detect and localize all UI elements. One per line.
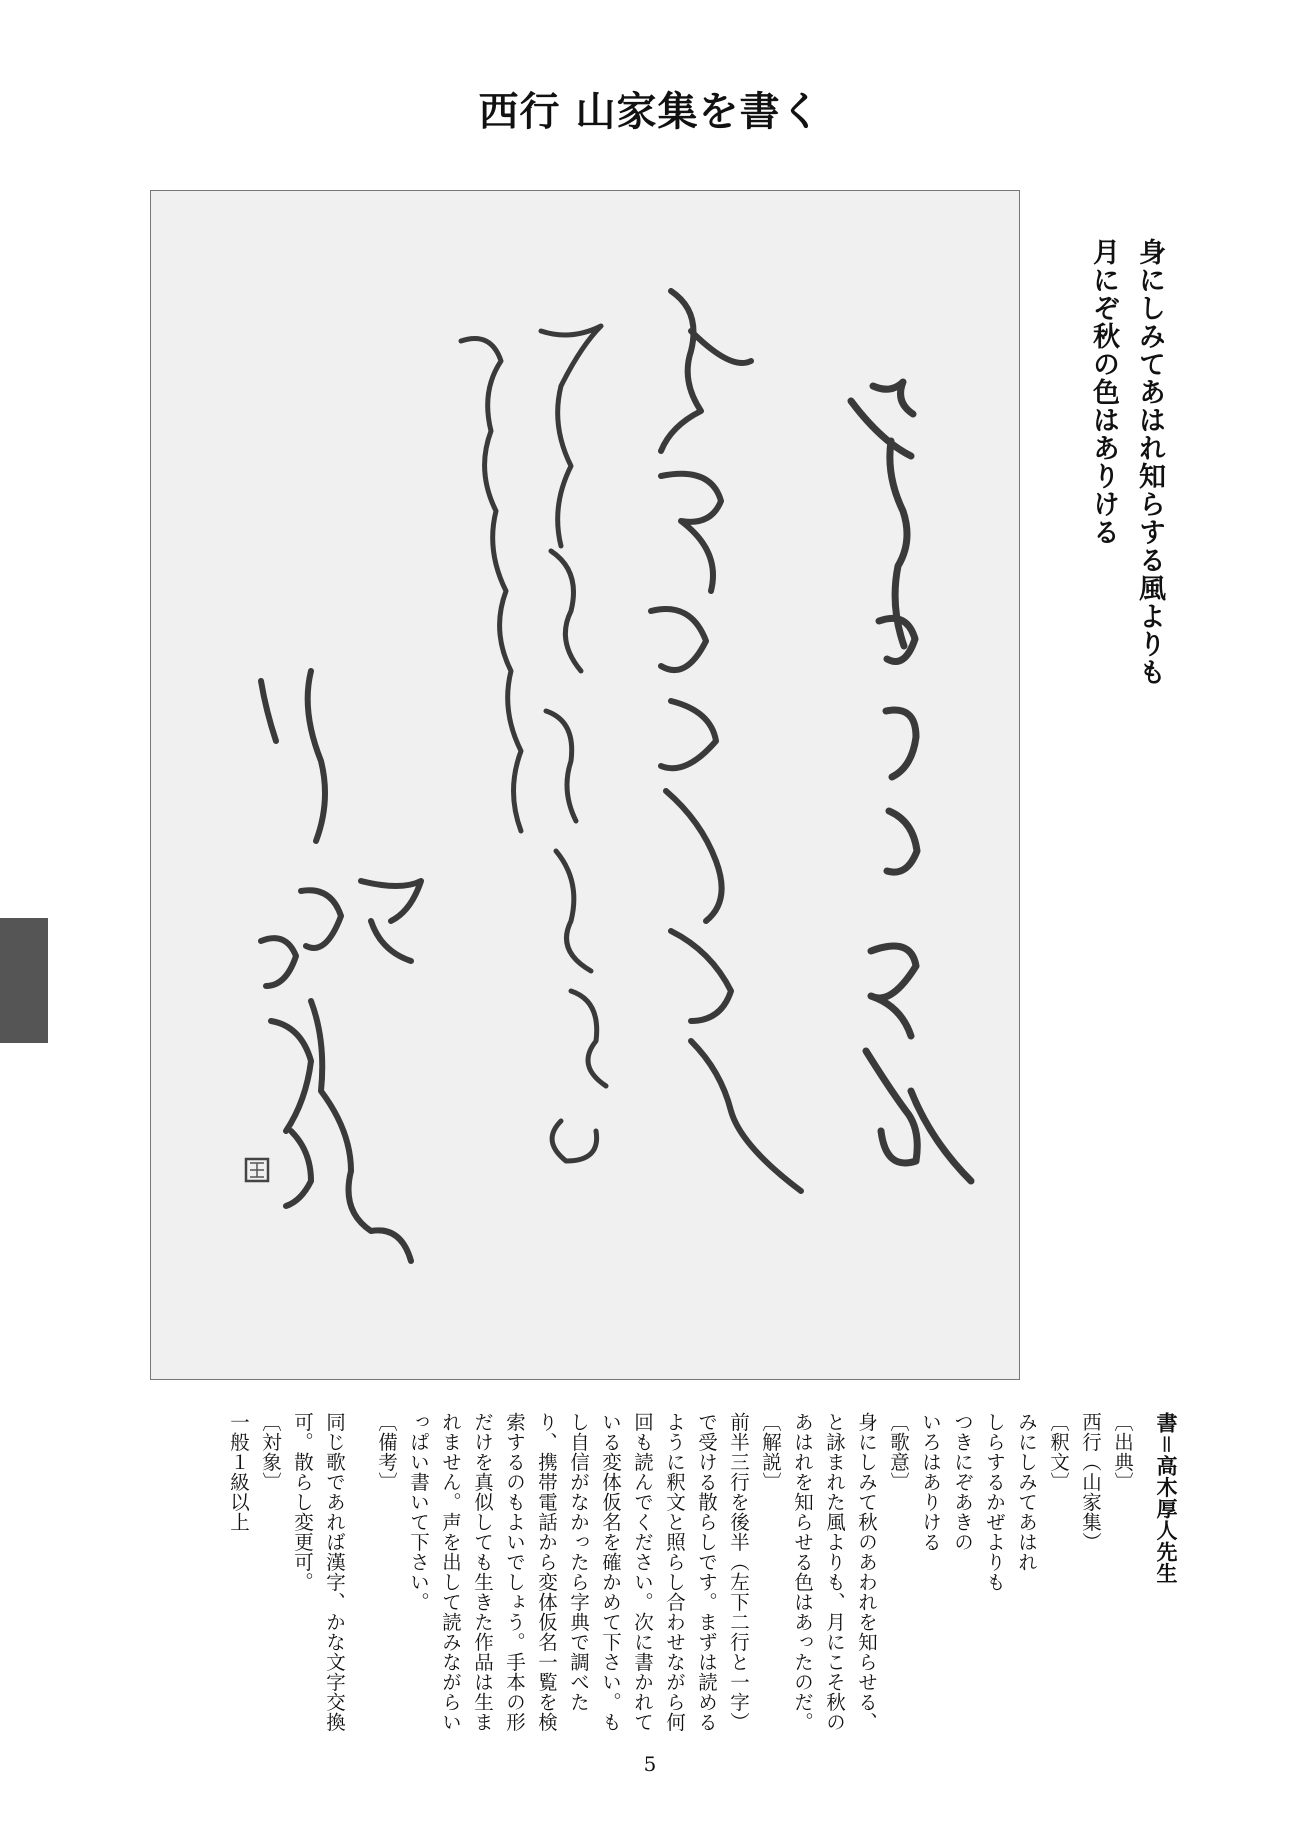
kai-heading: 〔歌意〕 (887, 1412, 910, 1492)
brush-stroke-col2 (651, 291, 801, 1191)
calligrapher-credit: 書＝高木厚人先生 (1154, 1412, 1178, 1584)
source-heading: 〔出典〕 (1111, 1412, 1134, 1492)
kaisetsu-text: 前半三行を後半（左下二行と一字）で受ける散らしです。まずは読めるように釈文と照らし合わせながら何回も読んでください。次に書かれている変体仮名を確かめて下さい。もし自信がなかったら字典で調べたり、携帯電話から変体仮名一覧を検索するのもよいでしょう。手本の形だけを真似しても生きた作品は生まれません。声を出して読みながらいっぱい書いて下さい。 (407, 1412, 750, 1732)
biko-heading: 〔備考〕 (375, 1412, 398, 1492)
brush-stroke-col3 (541, 326, 606, 1161)
shakubun-line-2: しらするかぜよりも (983, 1412, 1006, 1592)
brush-stroke-col5 (261, 671, 421, 961)
biko-text: 同じ歌であれば漢字、かな文字交換可。散らし変更可。 (291, 1412, 346, 1732)
poem-line-1: 身にしみてあはれ知らする風よりも (1134, 238, 1165, 686)
kaisetsu-heading: 〔解説〕 (759, 1412, 782, 1492)
kai-text: 身にしみて秋のあわれを知らせる、と詠まれた風よりも、月にこそ秋のあはれを知らせる色はあったのだ。 (791, 1412, 878, 1732)
page-number: 5 (643, 1752, 657, 1776)
page-title: 西行 山家集を書く (478, 89, 822, 135)
taisho-heading: 〔対象〕 (259, 1412, 282, 1492)
brush-stroke-col4 (461, 339, 521, 832)
commentary-section (152, 1412, 1182, 1742)
brush-stroke-col6 (261, 938, 411, 1261)
shakubun-line-1: みにしみてあはれ (1015, 1412, 1038, 1572)
shakubun-line-3: つきにぞあきの (951, 1412, 974, 1552)
chapter-tab (0, 918, 48, 1043)
shakubun-line-4: いろはありける (919, 1412, 942, 1552)
calligraphy-strokes (151, 191, 1021, 1381)
taisho-text: 一般１級以上 (227, 1412, 250, 1532)
shakubun-heading: 〔釈文〕 (1047, 1412, 1070, 1492)
source-text: 西行（山家集） (1079, 1412, 1102, 1552)
brush-stroke-col7 (286, 1131, 311, 1206)
poem-line-2: 月にぞ秋の色はありける (1088, 238, 1119, 546)
poem-text (1080, 238, 1172, 898)
brush-stroke-col1 (851, 382, 971, 1181)
calligraphy-artwork (150, 190, 1020, 1380)
